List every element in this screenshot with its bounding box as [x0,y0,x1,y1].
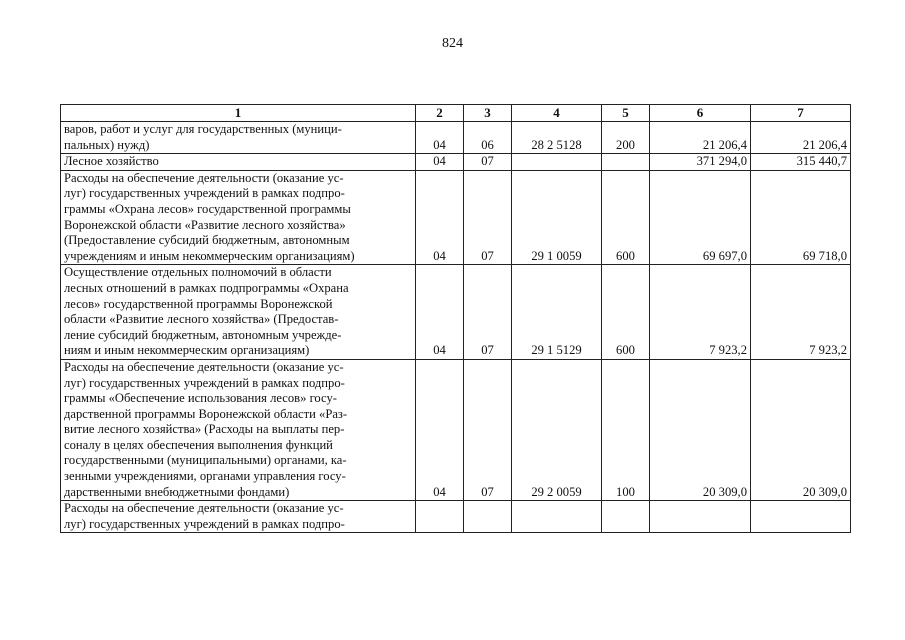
cell-expense-type [602,501,650,533]
table-row [61,122,851,154]
row-description: Расходы на обеспечение деятельности (оказание ус- луг) государственных учреждений в рамках подпро- граммы «Обеспечение использования лесов» госу- дарственной программы Воронежской области «Раз- витие лесного хозяйства» (Расходы на выплаты пер- соналу в целях обеспечения выполнения функций государственными (муниципальными) органами, ка- зенными учреждениями, органами управления госу- дарственными внебюджетными фондами) [61,359,416,500]
cell-expense-type [602,154,650,171]
cell-amount-col6: 21 206,4 [650,122,751,154]
row-description: Расходы на обеспечение деятельности (оказание ус- луг) государственных учреждений в рамках подпро- граммы «Охрана лесов» государственной программы Воронежской области «Развитие лесного хозяйства» (Предоставление субсидий бюджетным, автономным учреждениям и иным некоммерческим организациям) [61,170,416,265]
cell-expense-type: 600 [602,170,650,265]
cell-amount-col6: 7 923,2 [650,265,751,360]
cell-target-article: 29 1 5129 [512,265,602,360]
column-header-1: 1 [61,105,416,122]
cell-subsection: 07 [464,359,512,500]
cell-target-article: 29 1 0059 [512,170,602,265]
cell-section: 04 [416,170,464,265]
cell-subsection: 07 [464,170,512,265]
table-row [61,170,851,265]
row-description: Осуществление отдельных полномочий в области лесных отношений в рамках подпрограммы «Охрана лесов» государственной программы Воронежской области «Развитие лесного хозяйства» (Предостав- ление субсидий бюджетным, автономным учрежде- ниям и иным некоммерческим организациям) [61,265,416,360]
cell-target-article [512,501,602,533]
cell-expense-type: 200 [602,122,650,154]
cell-amount-col7: 20 309,0 [751,359,851,500]
cell-amount-col6: 69 697,0 [650,170,751,265]
column-header-4: 4 [512,105,602,122]
cell-target-article [512,154,602,171]
cell-amount-col7 [751,501,851,533]
table-row [61,154,851,171]
column-header-7: 7 [751,105,851,122]
cell-amount-col6: 371 294,0 [650,154,751,171]
cell-amount-col6 [650,501,751,533]
cell-expense-type: 100 [602,359,650,500]
cell-subsection: 07 [464,154,512,171]
cell-section: 04 [416,122,464,154]
cell-target-article: 28 2 5128 [512,122,602,154]
cell-section: 04 [416,265,464,360]
cell-subsection: 06 [464,122,512,154]
cell-amount-col7: 21 206,4 [751,122,851,154]
cell-target-article: 29 2 0059 [512,359,602,500]
cell-section: 04 [416,154,464,171]
cell-amount-col7: 315 440,7 [751,154,851,171]
cell-amount-col7: 7 923,2 [751,265,851,360]
row-description: Расходы на обеспечение деятельности (оказание ус- луг) государственных учреждений в рамках подпро- [61,501,416,533]
cell-section [416,501,464,533]
page-number: 824 [442,36,463,51]
cell-section: 04 [416,359,464,500]
cell-amount-col7: 69 718,0 [751,170,851,265]
table-header-row [61,105,851,122]
row-description: варов, работ и услуг для государственных (муници- пальных) нужд) [61,122,416,154]
table-row [61,265,851,360]
row-description: Лесное хозяйство [61,154,416,171]
cell-subsection [464,501,512,533]
cell-amount-col6: 20 309,0 [650,359,751,500]
budget-table [60,104,851,533]
column-header-2: 2 [416,105,464,122]
column-header-3: 3 [464,105,512,122]
column-header-5: 5 [602,105,650,122]
cell-subsection: 07 [464,265,512,360]
table-row [61,359,851,500]
column-header-6: 6 [650,105,751,122]
table-row [61,501,851,533]
cell-expense-type: 600 [602,265,650,360]
